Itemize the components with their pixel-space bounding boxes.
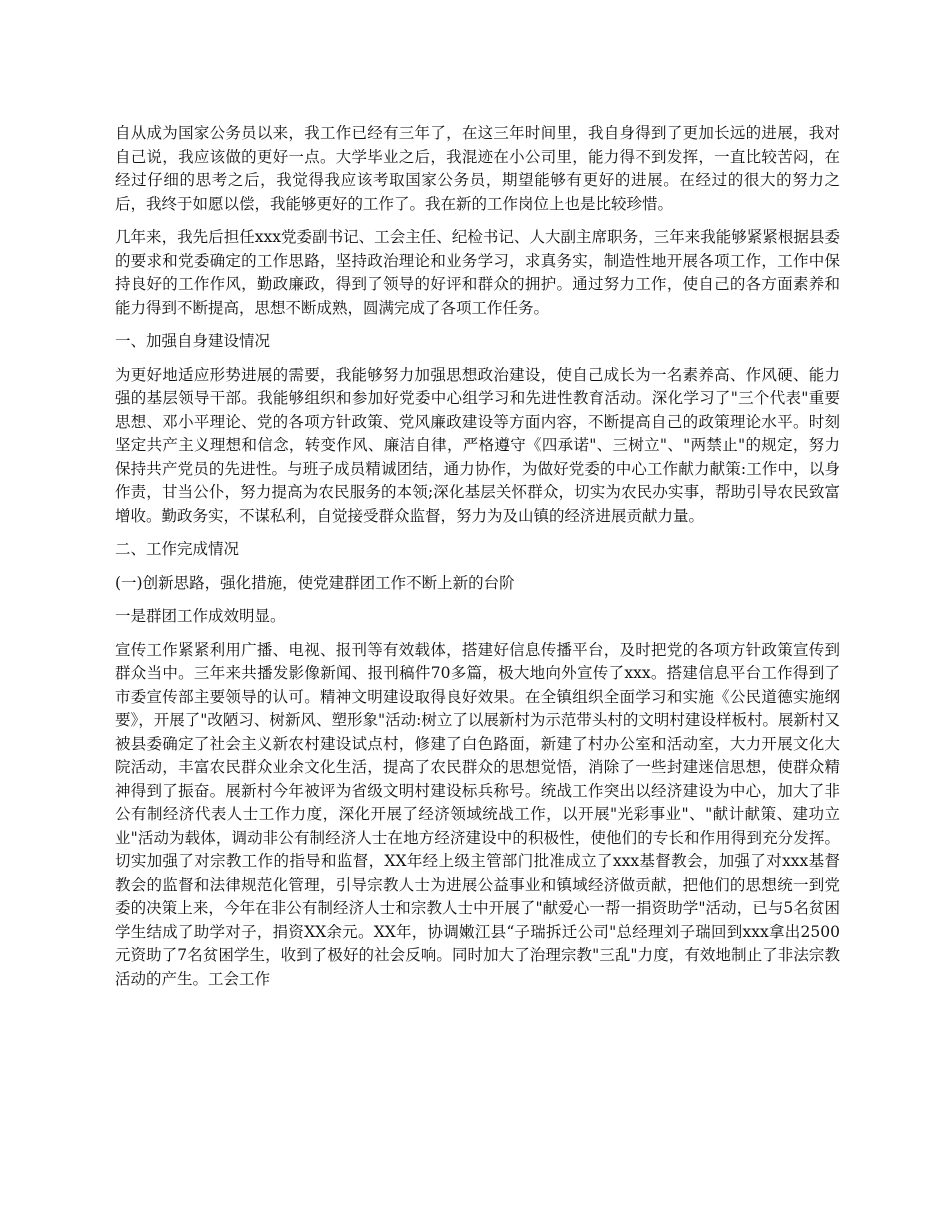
paragraph-positions: 几年来，我先后担任xxx党委副书记、工会主任、纪检书记、人大副主席职务，三年来我能够紧紧根据县委的要求和党委确定的工作思路，坚持政治理论和业务学习，求真务实，制造性地开展各项工作，工作中保持良好的工作作风，勤政廉政，得到了领导的好评和群众的拥护。通过努力工作，使自己的各方面素养和能力得到不断提高，思想不断成熟，圆满完成了各项工作任务。 — [115, 228, 840, 317]
subsection-heading-innovation: (一)创新思路，强化措施，使党建群团工作不断上新的台阶 — [115, 573, 515, 592]
paragraph-group-work: 宣传工作紧紧利用广播、电视、报刊等有效载体，搭建好信息传播平台，及时把党的各项方针政策宣传到群众当中。三年来共播发影像新闻、报刊稿件70多篇，极大地向外宣传了xxx。搭建信息平台工作得到了市委宣传部主要领导的认可。精神文明建设取得良好效果。在全镇组织全面学习和实施《公民道德实施纲要》，开展了"改陋习、树新风、塑形象"活动:树立了以展新村为示范带头村的文明村建设样板村。展新村又被县委确定了社会主义新农村建设试点村，修建了白色路面，新建了村办公室和活动室，大力开展文化大院活动，丰富农民群众业余文化生活，提高了农民群众的思想觉悟，消除了一些封建迷信思想，使群众精神得到了振奋。展新村今年被评为省级文明村建设标兵称号。统战工作突出以经济建设为中心，加大了非公有制经济代表人士工作力度，深化开展了经济领域统战工作，以开展"光彩事业"、"献计献策、建功立业"活动为载体，调动非公有制经济人士在地方经济建设中的积极性，使他们的专长和作用得到充分发挥。切实加强了对宗教工作的指导和监督，XX年经上级主管部门批准成立了xxx基督教会，加强了对xxx基督教会的监督和法律规范化管理，引导宗教人士为进展公益事业和镇域经济做贡献，把他们的思想统一到党委的决策上来，今年在非公有制经济人士和宗教人士中开展了"献爱心一帮一捐资助学"活动，已与5名贫困学生结成了助学对子，捐资XX余元。XX年，协调嫩江县“子瑞拆迁公司"总经理刘子瑞回到xxx拿出2500元资助了7名贫困学生，收到了极好的社会反响。同时加大了治理宗教"三乱"力度，有效地制止了非法宗教活动的产生。工会工作 — [115, 640, 840, 988]
paragraph-self-building: 为更好地适应形势进展的需要，我能够努力加强思想政治建设，使自己成长为一名素养高、作风硬、能力强的基层领导干部。我能够组织和参加好党委中心组学习和先进性教育活动。深化学习了"三个代表"重要思想、邓小平理论、党的各项方针政策、党风廉政建设等方面内容，不断提高自己的政策理论水平。时刻坚定共产主义理想和信念，转变作风、廉洁自律，严格遵守《四承诺"、三树立"、"两禁止"的规定，努力保持共产党员的先进性。与班子成员精诚团结，通力协作，为做好党委的中心工作献力献策:工作中，以身作责，甘当公仆，努力提高为农民服务的本领;深化基层关怀群众，切实为农民办实事，帮助引导农民致富增收。勤政务实，不谋私利，自觉接受群众监督，努力为及山镇的经济进展贡献力量。 — [115, 365, 840, 525]
paragraph-intro: 自从成为国家公务员以来，我工作已经有三年了，在这三年时间里，我自身得到了更加长远的进展，我对自己说，我应该做的更好一点。大学毕业之后，我混迹在小公司里，能力得不到发挥，一直比较苦闷，在经过仔细的思考之后，我觉得我应该考取国家公务员，期望能够有更好的进展。在经过的很大的努力之后，我终于如愿以偿，我能够更好的工作了。我在新的工作岗位上也是比较珍惜。 — [115, 124, 840, 213]
section-heading-work-completion: 二、工作完成情况 — [115, 540, 240, 558]
point-heading-group-work: 一是群团工作成效明显。 — [115, 607, 286, 625]
section-heading-self-building: 一、加强自身建设情况 — [115, 332, 271, 350]
